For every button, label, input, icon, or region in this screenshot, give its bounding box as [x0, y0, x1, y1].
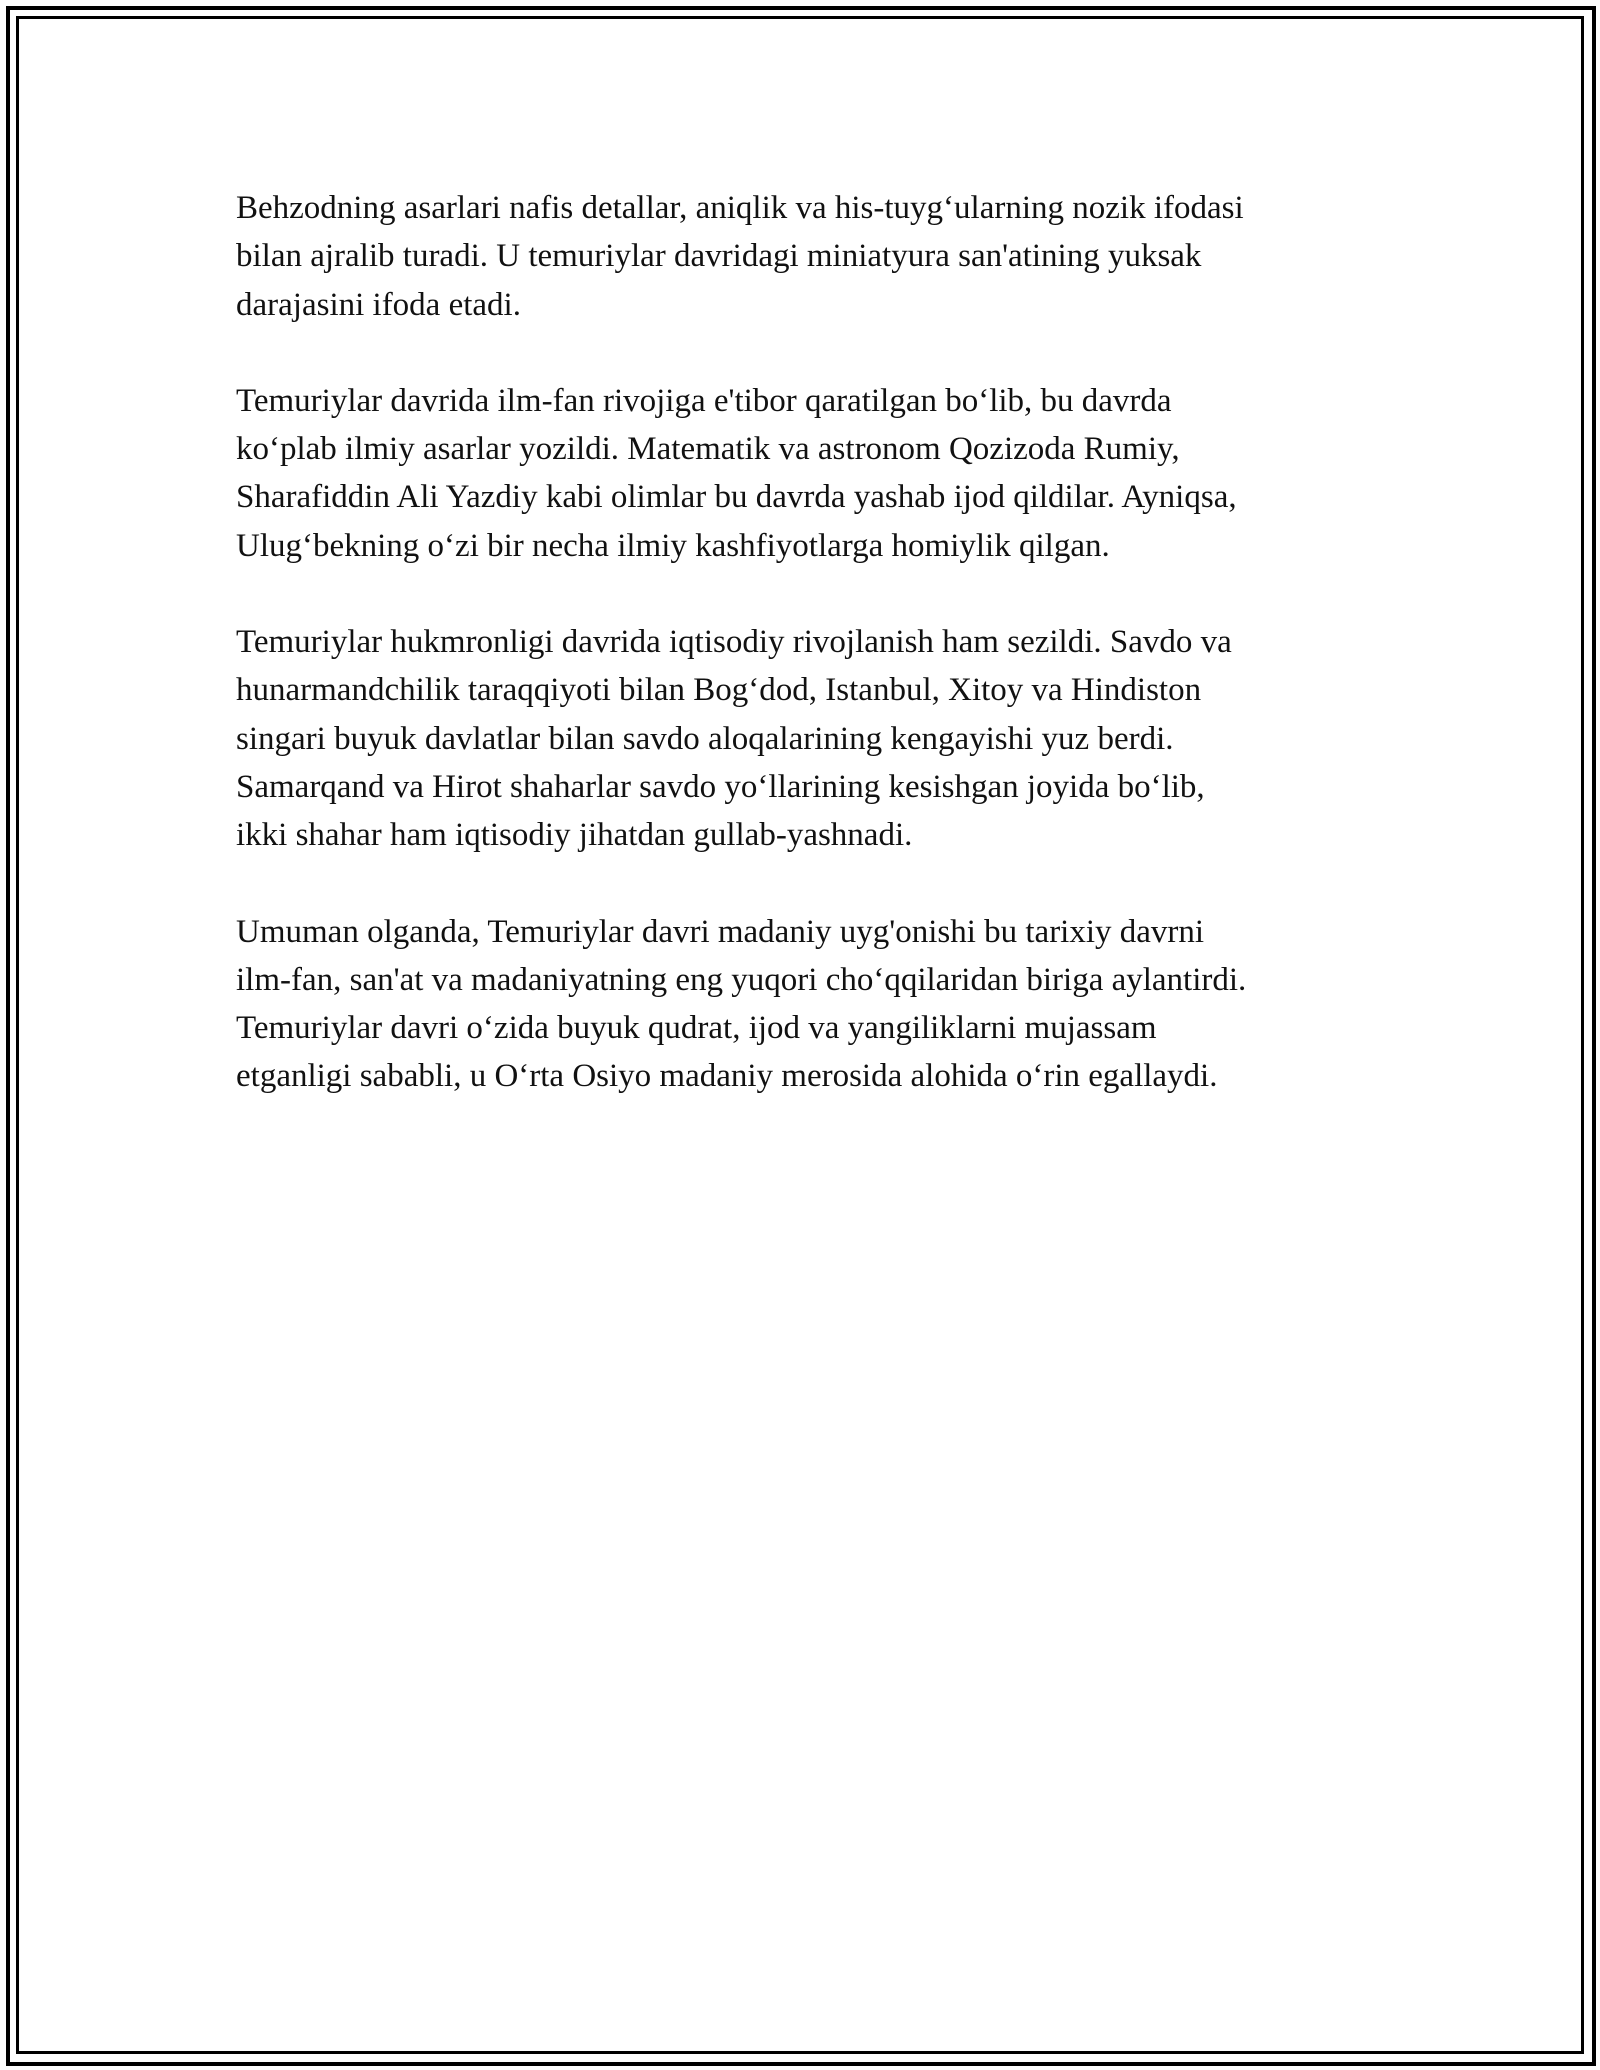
paragraph-conclusion: Umuman olganda, Temuriylar davri madaniy uyg'onishi bu tarixiy davrni ilm-fan, san'at va madaniyatning eng yuqori cho‘qqilaridan biriga aylantirdi. Temuriylar davri o‘zida buyuk qudrat, ijod va yangiliklarni mujassam etganligi sababli, u O‘rta Osiyo madaniy merosida alohida o‘rin egallaydi. [236, 913, 1247, 1095]
paragraph-science: Temuriylar davrida ilm-fan rivojiga e'tibor qaratilgan bo‘lib, bu davrda ko‘plab ilmiy asarlar yozildi. Matematik va astronom Qozizoda Rumiy, Sharafiddin Ali Yazdiy kabi olimlar bu davrda yashab ijod qildilar. Ayniqsa, Ulug‘bekning o‘zi bir necha ilmiy kashfiyotlarga homiylik qilgan. [236, 382, 1237, 564]
document-body [236, 184, 1376, 1149]
paragraph-behzod: Behzodning asarlari nafis detallar, aniqlik va his-tuyg‘ularning nozik ifodasi bilan ajralib turadi. U temuriylar davridagi miniatyura san'atining yuksak darajasini ifoda etadi. [236, 190, 1244, 323]
paragraph-economy: Temuriylar hukmronligi davrida iqtisodiy rivojlanish ham sezildi. Savdo va hunarmandchilik taraqqiyoti bilan Bog‘dod, Istanbul, Xitoy va Hindiston singari buyuk davlatlar bilan savdo aloqalarining kengayishi yuz berdi. Samarqand va Hirot shaharlar savdo yo‘llarining kesishgan joyida bo‘lib, ikki shahar ham iqtisodiy jihatdan gullab-yashnadi. [236, 624, 1232, 854]
